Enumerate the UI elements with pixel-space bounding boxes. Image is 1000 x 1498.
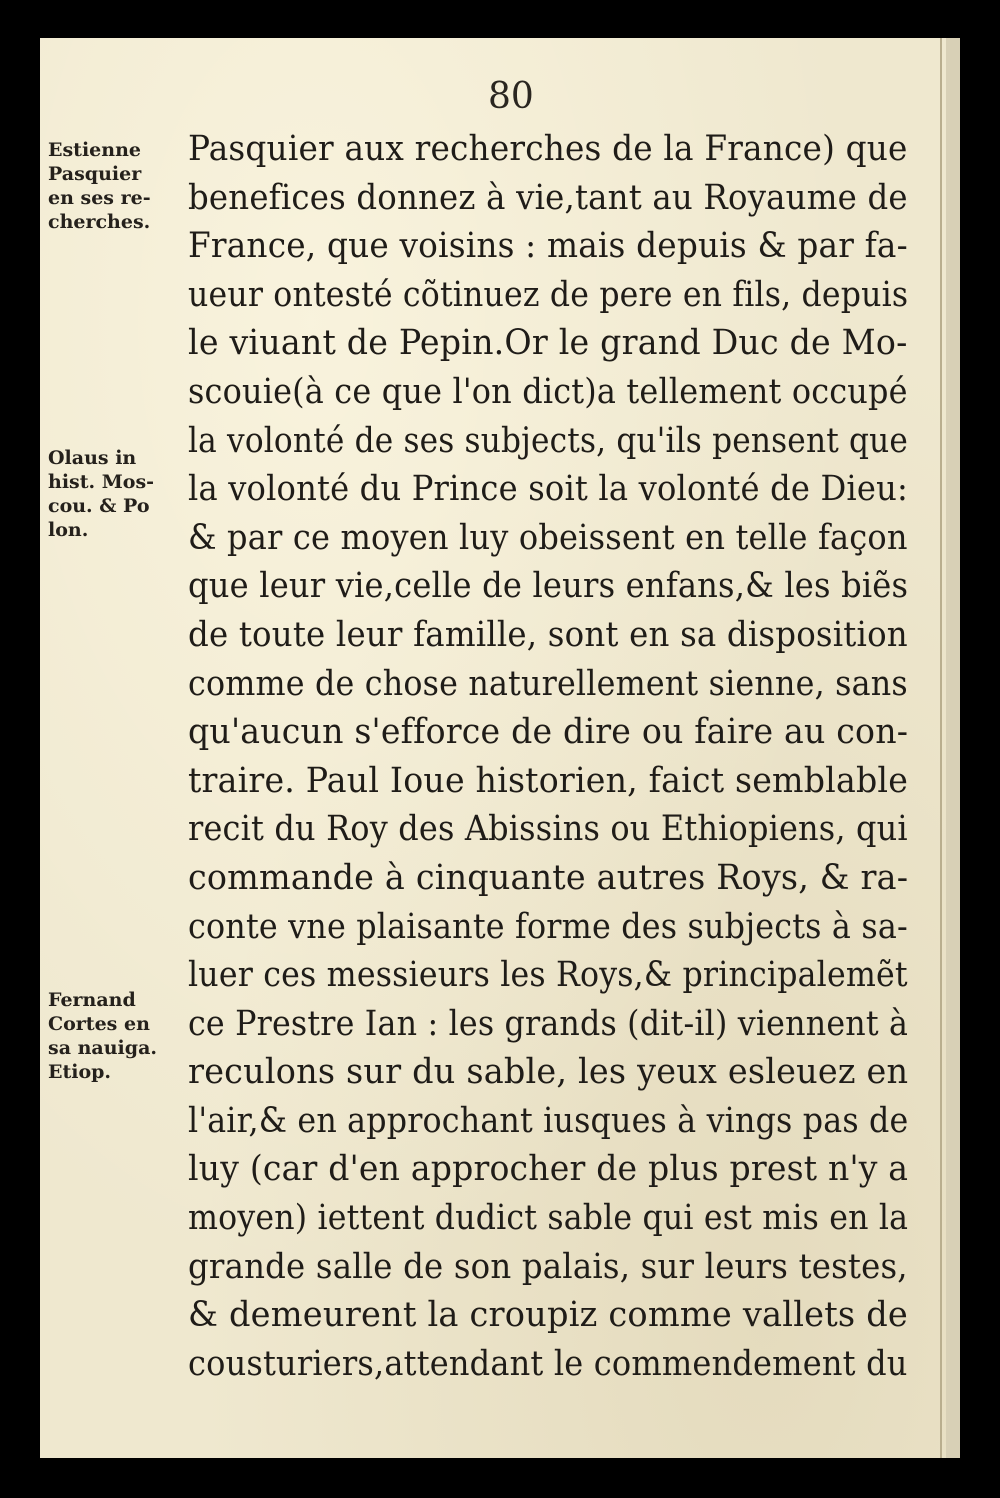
margin-note-line: Fernand <box>48 989 136 1011</box>
margin-note-pasquier <box>48 138 188 234</box>
margin-note-line: sa nauiga. <box>48 1037 157 1059</box>
margin-note-line: Etiop. <box>48 1061 112 1083</box>
text-line: commande à cinquante autres Roys, & ra- <box>188 857 909 898</box>
text-line: & demeurent la croupiz comme vallets de <box>188 1295 909 1336</box>
margin-note-line: Estienne <box>48 139 141 161</box>
margin-note-line: cherches. <box>48 211 151 233</box>
text-line: grande salle de son palais, sur leurs testes, <box>188 1246 908 1287</box>
text-line: luy (car d'en approcher de plus prest n'y a <box>188 1149 909 1190</box>
text-line: & par ce moyen luy obeissent en telle façon <box>188 517 908 558</box>
text-line: reculons sur du sable, les yeux esleuez en <box>188 1052 909 1093</box>
page-number: 80 <box>488 76 534 117</box>
text-line: scouie(à ce que l'on dict)a tellement occupé <box>188 371 908 412</box>
margin-note-line: en ses re- <box>48 187 151 209</box>
page-edge <box>940 38 942 1458</box>
text-line: recit du Roy des Abissins ou Ethiopiens, qui <box>188 809 908 850</box>
text-line: traire. Paul Ioue historien, faict semblable <box>188 760 909 801</box>
text-line: l'air,& en approchant iusques à vings pas de <box>188 1100 909 1141</box>
text-line: moyen) iettent dudict sable qui est mis en la <box>188 1198 909 1239</box>
book-page <box>40 38 960 1458</box>
text-line: que leur vie,celle de leurs enfans,& les biẽs <box>188 566 909 607</box>
margin-note-olaus <box>48 446 188 542</box>
margin-note-line: lon. <box>48 519 89 541</box>
text-line: la volonté du Prince soit la volonté de Dieu: <box>188 469 908 510</box>
margin-note-line: Olaus in <box>48 447 137 469</box>
text-line: de toute leur famille, sont en sa disposition <box>188 614 908 655</box>
text-line: ce Prestre Ian : les grands (dit-il) viennent à <box>188 1003 909 1044</box>
body-text <box>188 125 908 1388</box>
text-line: Pasquier aux recherches de la France) que <box>188 129 908 169</box>
text-line: la volonté de ses subjects, qu'ils pensent que <box>188 420 909 461</box>
text-line: France, que voisins : mais depuis & par fa- <box>188 226 908 267</box>
margin-note-line: Pasquier <box>48 163 142 185</box>
margin-note-line: cou. & Po <box>48 495 150 517</box>
text-line: ueur ontesté cõtinuez de pere en fils, depuis <box>188 274 909 315</box>
text-line: luer ces messieurs les Roys,& principalemẽt <box>188 955 908 996</box>
margin-note-line: hist. Mos- <box>48 471 155 493</box>
text-line: qu'aucun s'efforce de dire ou faire au con- <box>188 712 909 753</box>
margin-note-fernand <box>48 988 188 1084</box>
text-line: conte vne plaisante forme des subjects à sa- <box>188 906 908 947</box>
margin-note-line: Cortes en <box>48 1013 150 1035</box>
text-line: le viuant de Pepin.Or le grand Duc de Mo- <box>188 323 908 364</box>
text-line: benefices donnez à vie,tant au Royaume de <box>188 177 908 218</box>
text-line: comme de chose naturellement sienne, sans <box>188 663 908 704</box>
text-line: cousturiers,attendant le commendement du <box>188 1343 908 1384</box>
